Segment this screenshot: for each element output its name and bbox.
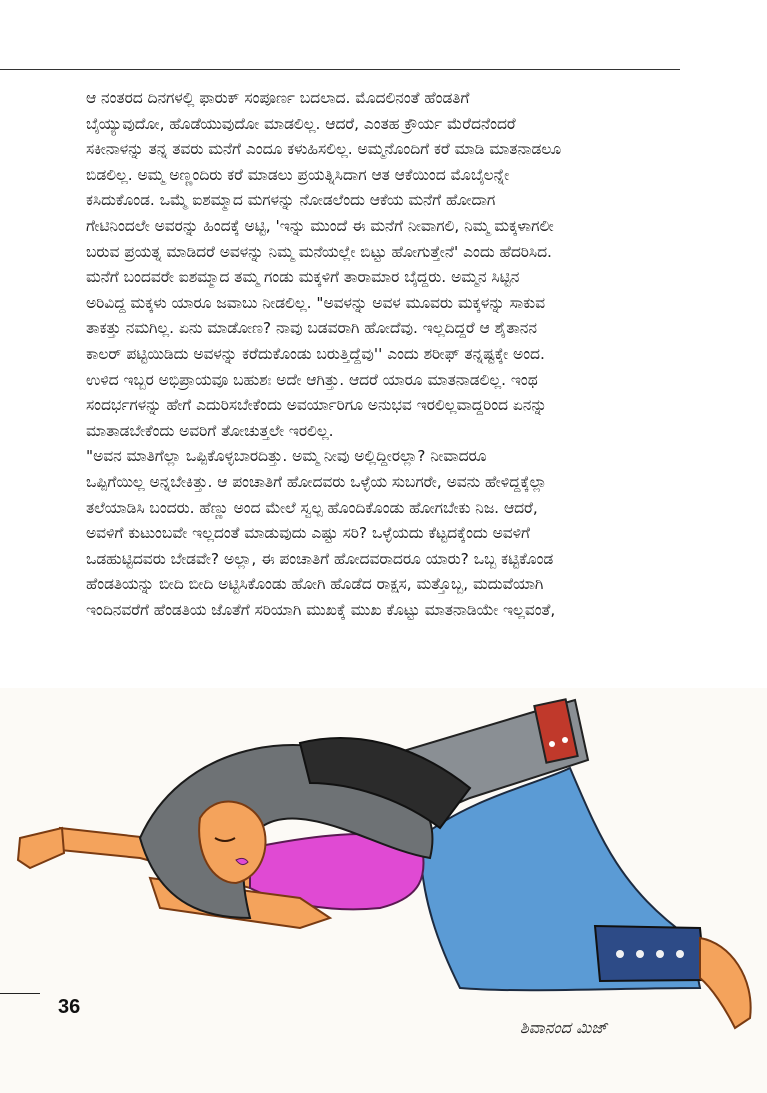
text-line: ಸಂದರ್ಭಗಳನ್ನು ಹೇಗೆ ಎದುರಿಸಬೇಕೆಂದು ಅವರ್ಯಾರಿಗೂ ಅನುಭವ ಇರಲಿಲ್ಲವಾದ್ದರಿಂದ ಏನನ್ನು [86,396,547,415]
text-line: ಅವಳಿಗೆ ಕುಟುಂಬವೇ ಇಲ್ಲದಂತೆ ಮಾಡುವುದು ಎಷ್ಟು ಸರಿ? ಒಳ್ಳೆಯದು ಕೆಟ್ಟದಕ್ಕೆಂದು ಅವಳಿಗೆ [86,524,530,543]
skirt-band [595,926,705,981]
cuff-dot [562,737,568,743]
text-line: ಕಸಿದುಕೊಂಡ. ಒಮ್ಮೆ ಐಶಮ್ಮಾದ ಮಗಳನ್ನು ನೋಡಲೆಂದು ಆಕೆಯ ಮನೆಗೆ ಹೋದಾಗ [86,191,496,210]
text-line: ಬೈಯ್ಯುವುದೋ, ಹೊಡೆಯುವುದೋ ಮಾಡಲಿಲ್ಲ. ಆದರೆ, ಎಂತಹ ಕ್ರೌರ್ಯ ಮೆರೆದನೆಂದರೆ [86,114,516,133]
text-line: "ಅವನ ಮಾತಿಗೆಲ್ಲಾ ಒಪ್ಪಿಕೊಳ್ಳಬಾರದಿತ್ತು. ಅಮ್ಮ ನೀವು ಅಲ್ಲಿದ್ದೀರಲ್ಲಾ? ನೀವಾದರೂ [86,447,487,466]
text-line: ಆ ನಂತರದ ದಿನಗಳಲ್ಲಿ ಫಾರುಕ್ ಸಂಪೂರ್ಣ ಬದಲಾದ. ಮೊದಲಿನಂತೆ ಹೆಂಡತಿಗೆ [86,89,470,107]
text-line: ಅರಿವಿದ್ದ ಮಕ್ಕಳು ಯಾರೂ ಜವಾಬು ನೀಡಲಿಲ್ಲ. "ಅವಳನ್ನು ಅವಳ ಮೂವರು ಮಕ್ಕಳನ್ನು ಸಾಕುವ [86,293,545,312]
woman-lying-drawing [0,688,767,1093]
band-dot [636,950,644,958]
paragraph-3 [86,444,682,623]
left-hand [18,828,64,868]
paragraph-1 [86,86,682,265]
text-line: ಮನೆಗೆ ಬಂದವರೇ ಐಶಮ್ಮಾದ ತಮ್ಮ ಗಂಡು ಮಕ್ಕಳಿಗೆ ತಾರಾಮಾರ ಬೈದ್ದರು. ಅಮ್ಮನ ಸಿಟ್ಟಿನ [86,268,520,287]
text-line: ಒಪ್ಪಿಗೆಯಿಲ್ಲ ಅನ್ನಬೇಕಿತ್ತು. ಆ ಪಂಚಾತಿಗೆ ಹೋದವರು ಒಳ್ಳೆಯ ಸುಬಗರೇ, ಅವನು ಹೇಳಿದ್ದಕ್ಕೆಲ್ಲಾ [86,472,547,491]
cuff-dot [549,741,555,747]
text-line: ಮಾತಾಡಬೇಕೆಂದು ಅವರಿಗೆ ತೋಚುತ್ತಲೇ ಇರಲಿಲ್ಲ. [86,421,334,440]
text-line: ತಲೆಯಾಡಿಸಿ ಬಂದರು. ಹೆಣ್ಣು ಅಂದ ಮೇಲೆ ಸ್ವಲ್ಪ ಹೊಂದಿಕೊಂಡು ಹೋಗಬೇಕು ನಿಜ. ಆದರೆ, [86,498,538,517]
text-line: ಬಿಡಲಿಲ್ಲ. ಅಮ್ಮ ಅಣ್ಣಂದಿರು ಕರೆ ಮಾಡಲು ಪ್ರಯತ್ನಿಸಿದಾಗ ಆತ ಆಕೆಯಿಂದ ಮೊಬೈಲನ್ನೇ [86,165,510,184]
band-dot [676,950,684,958]
story-text [86,86,682,623]
text-line: ಸಕೀನಾಳನ್ನು ತನ್ನ ತವರು ಮನೆಗೆ ಎಂದೂ ಕಳುಹಿಸಲಿಲ್ಲ. ಅಮ್ಮನೊಂದಿಗೆ ಕರೆ ಮಾಡಿ ಮಾತನಾಡಲೂ [86,140,562,159]
band-dot [616,950,624,958]
text-line: ಗೇಟಿನಿಂದಲೇ ಅವರನ್ನು ಹಿಂದಕ್ಕೆ ಅಟ್ಟಿ, 'ಇನ್ನು ಮುಂದೆ ಈ ಮನೆಗೆ ನೀವಾಗಲಿ, ನಿಮ್ಮ ಮಕ್ಕಳಾಗಲೀ [86,216,554,235]
text-line: ಹೆಂಡತಿಯನ್ನು ಬೀದಿ ಬೀದಿ ಅಟ್ಟಿಸಿಕೊಂಡು ಹೋಗಿ ಹೊಡೆದ ರಾಕ್ಷಸ, ಮತ್ತೊಬ್ಬ, ಮದುವೆಯಾಗಿ [86,575,544,594]
artist-signature: ಶಿವಾನಂದ ಮಿಜ್ [520,1018,608,1037]
text-line: ಒಡಹುಟ್ಟಿದವರು ಬೇಡವೇ? ಅಲ್ಲಾ, ಈ ಪಂಚಾತಿಗೆ ಹೋದವರಾದರೂ ಯಾರು? ಒಬ್ಬ ಕಟ್ಟಿಕೊಂಡ [86,549,554,568]
band-dot [656,950,664,958]
text-line: ತಾಕತ್ತು ನಮಗಿಲ್ಲ. ಏನು ಮಾಡೋಣ? ನಾವು ಬಡವರಾಗಿ ಹೋದೆವು. ಇಲ್ಲದಿದ್ದರೆ ಆ ಶೈತಾನನ [86,319,537,338]
top-rule [0,69,680,70]
page-number-rule [0,993,40,994]
illustration [0,688,767,1093]
text-line: ಇಂದಿನವರೆಗೆ ಹೆಂಡತಿಯ ಜೊತೆಗೆ ಸರಿಯಾಗಿ ಮುಖಕ್ಕೆ ಮುಖ ಕೊಟ್ಟು ಮಾತನಾಡಿಯೇ ಇಲ್ಲವಂತೆ, [86,600,556,619]
foot [700,938,751,1028]
page-number: 36 [58,996,81,1018]
text-line: ಉಳಿದ ಇಬ್ಬರ ಅಭಿಪ್ರಾಯವೂ ಬಹುಶಃ ಅದೇ ಆಗಿತ್ತು. ಆದರೆ ಯಾರೂ ಮಾತನಾಡಲಿಲ್ಲ. ಇಂಥ [86,370,538,389]
paragraph-2 [86,265,682,444]
text-line: ಬರುವ ಪ್ರಯತ್ನ ಮಾಡಿದರೆ ಅವಳನ್ನು ನಿಮ್ಮ ಮನೆಯಲ್ಲೇ ಬಿಟ್ಟು ಹೋಗುತ್ತೇನೆ' ಎಂದು ಹೆದರಿಸಿದ. [86,242,552,261]
text-line: ಕಾಲರ್ ಪಟ್ಟಿಯಿಡಿದು ಅವಳನ್ನು ಕರೆದುಕೊಂಡು ಬರುತ್ತಿದ್ದೆವು'' ಎಂದು ಶರೀಫ್ ತನ್ನಷ್ಟಕ್ಕೇ ಅಂದ. [86,344,545,363]
